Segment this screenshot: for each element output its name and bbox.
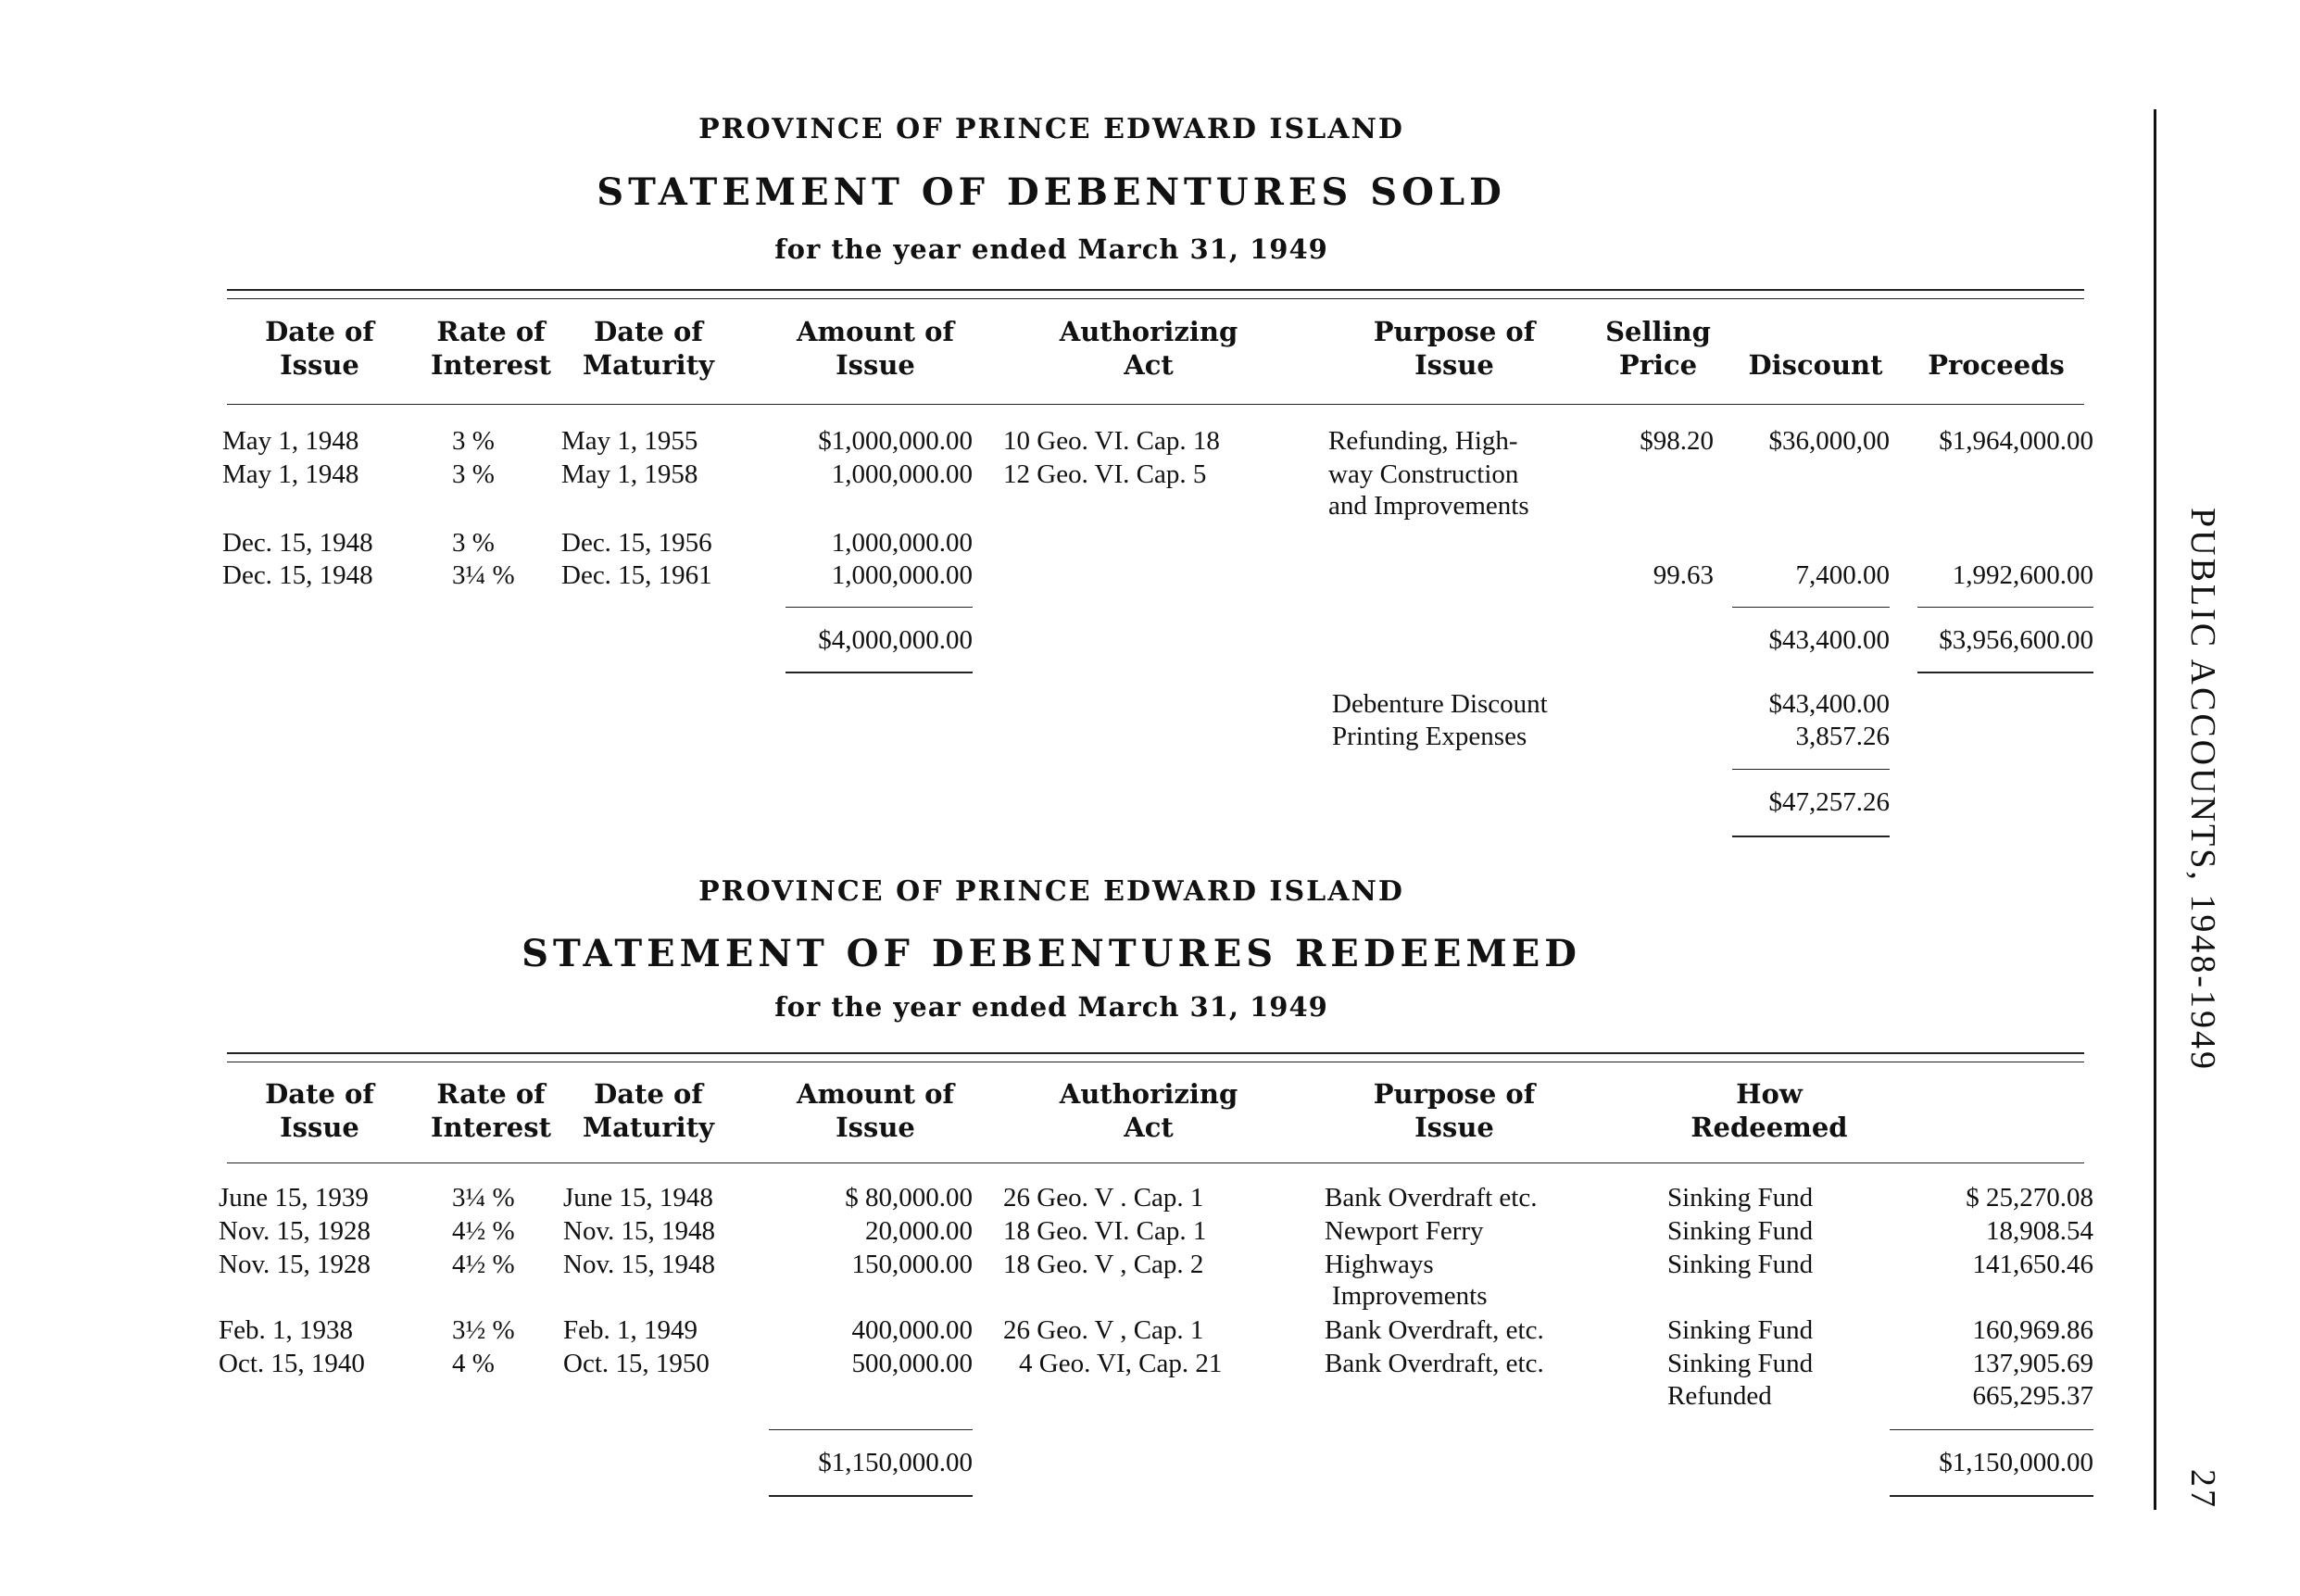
redeemed-row-maturity: Oct. 15, 1950 — [563, 1349, 710, 1378]
sold-total-discount: $43,400.00 — [1768, 625, 1890, 655]
sold-row-purpose: and Improvements — [1328, 491, 1529, 521]
sold-row-rate: 3¼ % — [452, 560, 515, 590]
redeemed-header-rate: Rate of Interest — [431, 1078, 551, 1143]
redeemed-row-maturity: Nov. 15, 1948 — [563, 1250, 716, 1279]
redeemed-row-date: Nov. 15, 1928 — [219, 1250, 371, 1279]
redeemed-row-date: Nov. 15, 1928 — [219, 1216, 371, 1246]
redeemed-row-how: Sinking Fund — [1667, 1216, 1814, 1246]
sold-row-proceeds: 1,992,600.00 — [1952, 560, 2093, 590]
sold-discount-subtotal-rule — [1732, 607, 1890, 608]
page-number: 27 — [2183, 1469, 2222, 1510]
redeemed-row-purpose: Newport Ferry — [1325, 1216, 1484, 1246]
redeemed-row-how: Refunded — [1667, 1381, 1772, 1411]
redeemed-row-rate: 4½ % — [452, 1250, 515, 1279]
redeemed-row-value: 137,905.69 — [1972, 1349, 2093, 1378]
redeemed-row-maturity: June 15, 1948 — [563, 1183, 713, 1213]
redeemed-row-amount: 400,000.00 — [851, 1315, 973, 1345]
sold-grand-subtotal-rule — [1732, 769, 1890, 770]
sold-header-rate: Rate of Interest — [431, 316, 551, 381]
sold-total-amount: $4,000,000.00 — [818, 625, 973, 655]
redeemed-province-heading: PROVINCE OF PRINCE EDWARD ISLAND — [698, 875, 1404, 908]
sold-header-proceeds: Proceeds — [1928, 349, 2065, 381]
sold-grand-total-rule — [1732, 836, 1890, 837]
redeemed-header-date: Date of Issue — [265, 1078, 374, 1143]
sold-row-maturity: May 1, 1955 — [561, 426, 698, 456]
sold-row-amount: 1,000,000.00 — [831, 459, 973, 489]
redeemed-row-purpose: Bank Overdraft etc. — [1325, 1183, 1538, 1213]
redeemed-row-value: 665,295.37 — [1972, 1381, 2093, 1411]
sold-header-rule — [227, 404, 2084, 405]
sold-header-amount: Amount of Issue — [796, 316, 954, 381]
redeemed-row-purpose: Improvements — [1332, 1281, 1488, 1311]
sold-row-date: Dec. 15, 1948 — [222, 528, 373, 558]
redeemed-row-value: 18,908.54 — [1986, 1216, 2093, 1246]
sold-proceeds-total-rule — [1917, 672, 2093, 673]
sold-row-amount: $1,000,000.00 — [818, 426, 973, 456]
redeemed-row-rate: 4 % — [452, 1349, 495, 1378]
sold-title: STATEMENT OF DEBENTURES SOLD — [597, 170, 1506, 214]
sold-header-act: Authorizing Act — [1059, 316, 1238, 381]
redeemed-value-subtotal-rule — [1890, 1429, 2093, 1430]
redeemed-row-value: 160,969.86 — [1972, 1315, 2093, 1345]
redeemed-row-act: 4 Geo. VI, Cap. 21 — [1019, 1349, 1223, 1378]
redeemed-row-rate: 3¼ % — [452, 1183, 515, 1213]
redeemed-amount-subtotal-rule — [769, 1429, 973, 1430]
sold-row-rate: 3 % — [452, 426, 495, 456]
redeemed-title: STATEMENT OF DEBENTURES REDEEMED — [522, 932, 1581, 975]
sold-top-rule — [227, 289, 2084, 291]
redeemed-row-how: Sinking Fund — [1667, 1183, 1814, 1213]
redeemed-header-rule — [227, 1162, 2084, 1163]
sold-header-price: Selling Price — [1605, 316, 1711, 381]
sold-header-purpose: Purpose of Issue — [1373, 316, 1536, 381]
sold-row-purpose: way Construction — [1328, 459, 1519, 489]
redeemed-row-act: 26 Geo. V , Cap. 1 — [1003, 1315, 1204, 1345]
sold-amount-total-rule — [786, 672, 973, 673]
redeemed-row-act: 18 Geo. VI. Cap. 1 — [1003, 1216, 1207, 1246]
redeemed-row-maturity: Nov. 15, 1948 — [563, 1216, 716, 1246]
redeemed-top-rule — [227, 1052, 2084, 1054]
sold-row-maturity: Dec. 15, 1956 — [561, 528, 712, 558]
redeemed-row-rate: 3½ % — [452, 1315, 515, 1345]
sold-total-proceeds: $3,956,600.00 — [1939, 625, 2093, 655]
sold-printing-label: Printing Expenses — [1332, 722, 1527, 751]
redeemed-year-subtitle: for the year ended March 31, 1949 — [774, 991, 1328, 1023]
redeemed-row-date: Oct. 15, 1940 — [219, 1349, 365, 1378]
redeemed-row-act: 18 Geo. V , Cap. 2 — [1003, 1250, 1204, 1279]
sold-printing-value: 3,857.26 — [1795, 722, 1890, 751]
sold-row-act: 12 Geo. VI. Cap. 5 — [1003, 459, 1207, 489]
sold-row-price: $98.20 — [1640, 426, 1714, 456]
sold-row-maturity: May 1, 1958 — [561, 459, 698, 489]
sold-row-amount: 1,000,000.00 — [831, 528, 973, 558]
redeemed-header-amount: Amount of Issue — [796, 1078, 954, 1143]
sold-row-date: May 1, 1948 — [222, 459, 359, 489]
sold-row-discount: $36,000,00 — [1768, 426, 1890, 456]
redeemed-row-purpose: Bank Overdraft, etc. — [1325, 1315, 1544, 1345]
redeemed-header-act: Authorizing Act — [1059, 1078, 1238, 1143]
sold-row-proceeds: $1,964,000.00 — [1939, 426, 2093, 456]
sold-row-discount: 7,400.00 — [1795, 560, 1890, 590]
margin-vertical-rule — [2154, 109, 2156, 1510]
sold-debenture-discount-value: $43,400.00 — [1768, 689, 1890, 719]
redeemed-value-total-rule — [1890, 1495, 2093, 1497]
sold-header-discount: Discount — [1748, 349, 1883, 381]
redeemed-row-how: Sinking Fund — [1667, 1250, 1814, 1279]
sold-row-amount: 1,000,000.00 — [831, 560, 973, 590]
redeemed-row-rate: 4½ % — [452, 1216, 515, 1246]
sold-amount-subtotal-rule — [786, 607, 973, 608]
sold-province-heading: PROVINCE OF PRINCE EDWARD ISLAND — [698, 113, 1404, 145]
sold-row-maturity: Dec. 15, 1961 — [561, 560, 712, 590]
redeemed-row-amount: $ 80,000.00 — [845, 1183, 973, 1213]
redeemed-header-maturity: Date of Maturity — [583, 1078, 714, 1143]
redeemed-total-value: $1,150,000.00 — [1939, 1448, 2093, 1477]
redeemed-row-amount: 150,000.00 — [851, 1250, 973, 1279]
redeemed-row-value: 141,650.46 — [1972, 1250, 2093, 1279]
sold-row-date: May 1, 1948 — [222, 426, 359, 456]
sold-row-rate: 3 % — [452, 528, 495, 558]
sold-row-date: Dec. 15, 1948 — [222, 560, 373, 590]
redeemed-row-date: June 15, 1939 — [219, 1183, 369, 1213]
redeemed-row-how: Sinking Fund — [1667, 1349, 1814, 1378]
sold-proceeds-subtotal-rule — [1917, 607, 2093, 608]
redeemed-row-act: 26 Geo. V . Cap. 1 — [1003, 1183, 1204, 1213]
sold-row-purpose: Refunding, High- — [1328, 426, 1518, 456]
sold-year-subtitle: for the year ended March 31, 1949 — [774, 233, 1328, 265]
redeemed-row-date: Feb. 1, 1938 — [219, 1315, 353, 1345]
redeemed-row-purpose: Highways — [1325, 1250, 1434, 1279]
side-running-title: PUBLIC ACCOUNTS, 1948-1949 — [2183, 508, 2222, 1072]
redeemed-total-amount: $1,150,000.00 — [818, 1448, 973, 1477]
sold-header-date: Date of Issue — [265, 316, 374, 381]
sold-row-price: 99.63 — [1653, 560, 1714, 590]
redeemed-row-amount: 500,000.00 — [851, 1349, 973, 1378]
redeemed-row-maturity: Feb. 1, 1949 — [563, 1315, 698, 1345]
redeemed-row-value: $ 25,270.08 — [1966, 1183, 2093, 1213]
sold-grand-total: $47,257.26 — [1768, 787, 1890, 817]
redeemed-row-how: Sinking Fund — [1667, 1315, 1814, 1345]
sold-debenture-discount-label: Debenture Discount — [1332, 689, 1548, 719]
sold-header-maturity: Date of Maturity — [583, 316, 714, 381]
sold-top-rule-2 — [227, 298, 2084, 299]
sold-row-rate: 3 % — [452, 459, 495, 489]
redeemed-header-how: How Redeemed — [1690, 1078, 1848, 1143]
redeemed-header-purpose: Purpose of Issue — [1373, 1078, 1536, 1143]
redeemed-row-purpose: Bank Overdraft, etc. — [1325, 1349, 1544, 1378]
redeemed-amount-total-rule — [769, 1495, 973, 1497]
sold-row-act: 10 Geo. VI. Cap. 18 — [1003, 426, 1220, 456]
redeemed-row-amount: 20,000.00 — [865, 1216, 973, 1246]
